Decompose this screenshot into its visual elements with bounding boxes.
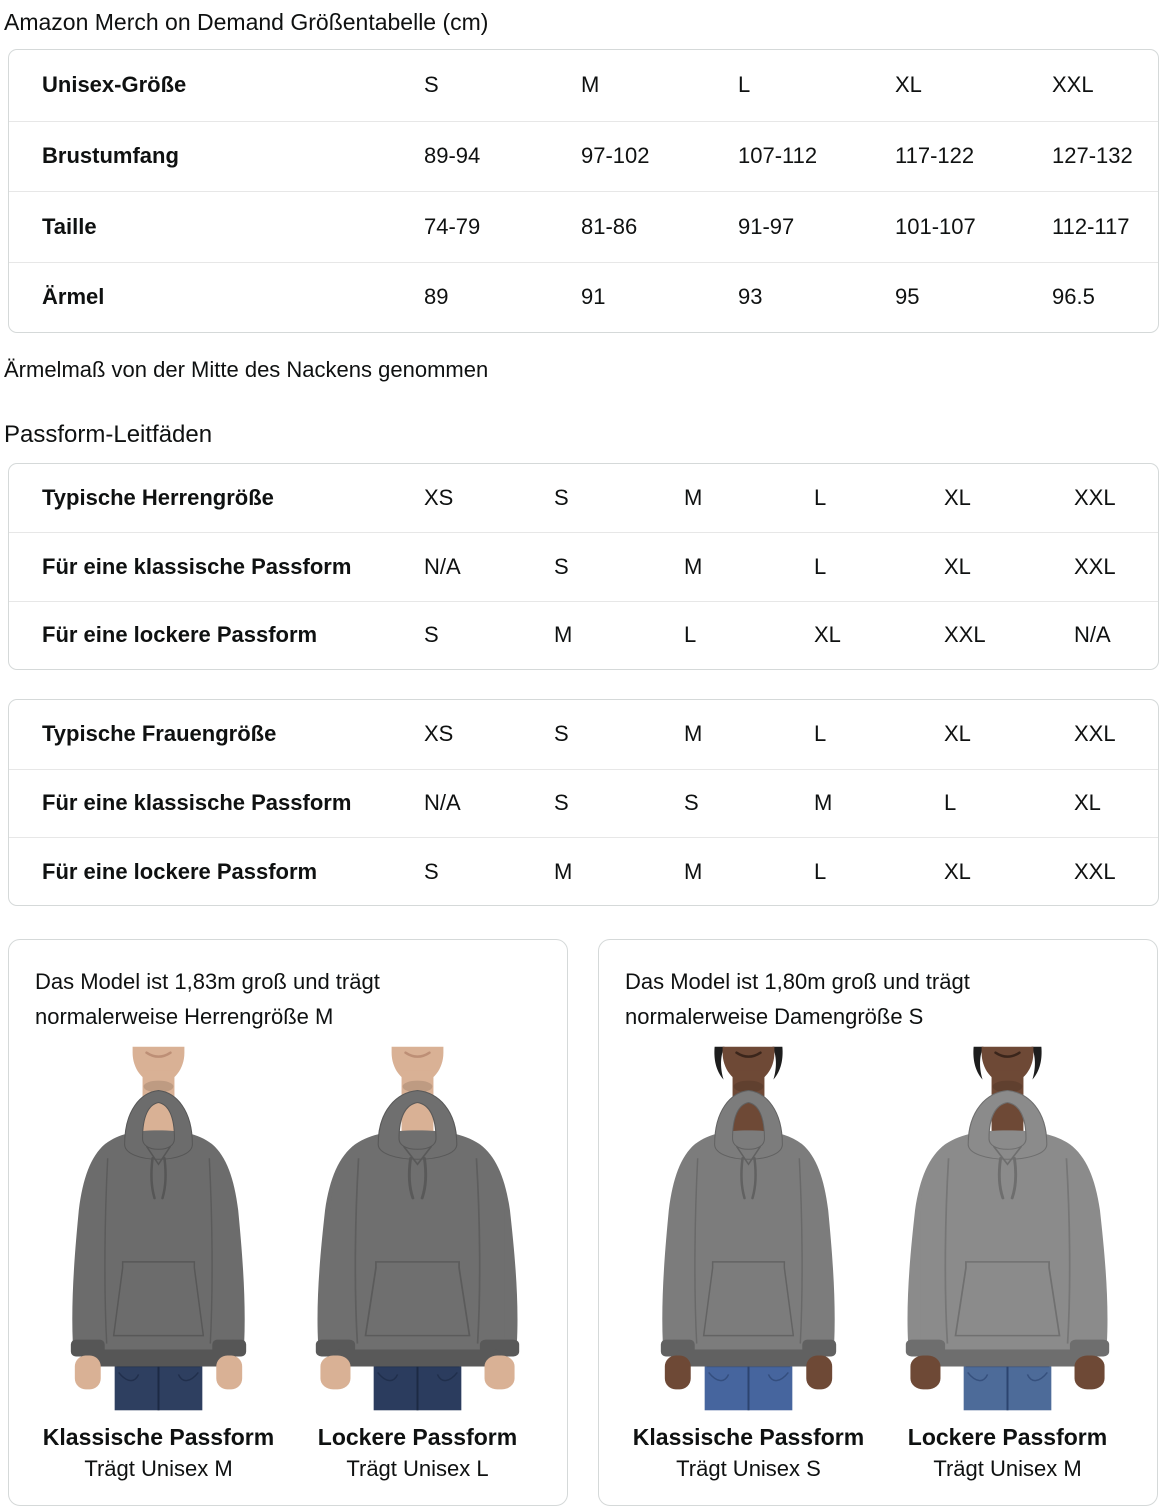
size-value: S xyxy=(424,622,439,648)
size-value: 107-112 xyxy=(738,143,818,169)
hoodie-model-illustration xyxy=(29,1046,288,1411)
size-value: N/A xyxy=(424,554,461,580)
size-value: L xyxy=(684,622,697,648)
size-value: 97-102 xyxy=(581,143,650,169)
sleeve-note: Ärmelmaß von der Mitte des Nackens genommen xyxy=(4,357,489,382)
figure-caption xyxy=(288,1421,547,1485)
page-title: Amazon Merch on Demand Größentabelle (cm) xyxy=(4,9,489,35)
model-photo-classic xyxy=(29,1046,288,1411)
size-value: L xyxy=(814,721,827,747)
size-value: 96.5 xyxy=(1052,284,1095,310)
row-label: Typische Frauengröße xyxy=(42,721,277,747)
model-description: Das Model ist 1,83m groß und trägt normalerweise Herrengröße M xyxy=(35,969,380,1030)
size-value: M xyxy=(684,858,703,884)
size-value: S xyxy=(424,72,439,98)
row-label: Für eine klassische Passform xyxy=(42,554,352,580)
size-value: XXL xyxy=(1074,554,1116,580)
size-value: 81-86 xyxy=(581,213,638,239)
size-value: XS xyxy=(424,721,454,747)
row-label: Für eine lockere Passform xyxy=(42,622,318,648)
size-value: S xyxy=(554,554,569,580)
size-value: M xyxy=(684,554,703,580)
size-value: XL xyxy=(944,858,971,884)
caption-title: Lockere Passform xyxy=(317,1424,518,1451)
size-value: S xyxy=(554,721,569,747)
model-photo-classic xyxy=(619,1046,878,1411)
size-value: M xyxy=(581,72,600,98)
hoodie-model-illustration xyxy=(878,1046,1137,1411)
row-label: Brustumfang xyxy=(42,143,179,169)
size-value: L xyxy=(944,790,957,816)
size-value: N/A xyxy=(1074,622,1111,648)
model-photo-loose xyxy=(878,1046,1137,1411)
size-value: S xyxy=(554,485,569,511)
table-row xyxy=(9,837,1158,905)
size-value: 89 xyxy=(424,284,449,310)
table-row xyxy=(9,601,1158,669)
size-value: XL xyxy=(1074,790,1101,816)
size-value: XL xyxy=(895,72,922,98)
fit-section-title: Passform-Leitfäden xyxy=(4,421,213,448)
table-row xyxy=(9,532,1158,600)
size-value: L xyxy=(814,485,827,511)
size-value: XXL xyxy=(1074,721,1116,747)
size-value: 112-117 xyxy=(1052,213,1130,239)
table-row xyxy=(9,262,1158,333)
size-value: M xyxy=(684,721,703,747)
table-row xyxy=(9,191,1158,262)
size-value: M xyxy=(684,485,703,511)
model-cards xyxy=(8,939,1159,1506)
caption-sub: Trägt Unisex M xyxy=(933,1456,1082,1482)
figure-captions xyxy=(29,1421,547,1485)
caption-title: Lockere Passform xyxy=(907,1424,1108,1451)
row-label: Unisex-Größe xyxy=(42,72,187,98)
row-label: Für eine lockere Passform xyxy=(42,858,318,884)
size-value: XL xyxy=(814,622,841,648)
size-value: 89-94 xyxy=(424,143,481,169)
caption-sub: Trägt Unisex L xyxy=(346,1456,489,1482)
caption-sub: Trägt Unisex S xyxy=(676,1456,821,1482)
size-value: XXL xyxy=(1074,858,1116,884)
size-value: L xyxy=(814,554,827,580)
figure-caption xyxy=(619,1421,878,1485)
size-value: L xyxy=(814,858,827,884)
row-label: Taille xyxy=(42,213,97,239)
size-value: 91-97 xyxy=(738,213,795,239)
size-value: XL xyxy=(944,554,971,580)
table-row xyxy=(9,700,1158,768)
hoodie-model-illustration xyxy=(288,1046,547,1411)
model-figures xyxy=(29,1046,547,1411)
size-value: S xyxy=(684,790,699,816)
size-value: 117-122 xyxy=(895,143,975,169)
caption-title: Klassische Passform xyxy=(42,1424,275,1451)
size-value: XXL xyxy=(1074,485,1116,511)
model-photo-loose xyxy=(288,1046,547,1411)
size-value: 101-107 xyxy=(895,213,976,239)
figure-captions xyxy=(619,1421,1137,1485)
row-label: Typische Herrengröße xyxy=(42,485,274,511)
size-value: XL xyxy=(944,721,971,747)
table-row xyxy=(9,769,1158,837)
model-card-women xyxy=(598,939,1158,1506)
size-value: L xyxy=(738,72,751,98)
size-value: 91 xyxy=(581,284,606,310)
model-figures xyxy=(619,1046,1137,1411)
table-row xyxy=(9,464,1158,532)
size-value: M xyxy=(554,622,573,648)
size-value: M xyxy=(814,790,833,816)
size-value: M xyxy=(554,858,573,884)
size-value: 127-132 xyxy=(1052,143,1133,169)
size-value: S xyxy=(554,790,569,816)
model-card-men xyxy=(8,939,568,1506)
model-description: Das Model ist 1,80m groß und trägt normalerweise Damengröße S xyxy=(625,969,970,1030)
size-value: XS xyxy=(424,485,454,511)
table-row xyxy=(9,50,1158,121)
size-value: 95 xyxy=(895,284,920,310)
fit-table-women xyxy=(8,699,1159,906)
size-value: N/A xyxy=(424,790,461,816)
size-value: 93 xyxy=(738,284,763,310)
size-value: XXL xyxy=(1052,72,1094,98)
size-value: XL xyxy=(944,485,971,511)
row-label: Für eine klassische Passform xyxy=(42,790,352,816)
size-value: S xyxy=(424,858,439,884)
size-value: XXL xyxy=(944,622,986,648)
row-label: Ärmel xyxy=(42,284,105,310)
fit-table-men xyxy=(8,463,1159,670)
caption-title: Klassische Passform xyxy=(632,1424,865,1451)
hoodie-model-illustration xyxy=(619,1046,878,1411)
caption-sub: Trägt Unisex M xyxy=(84,1456,233,1482)
table-row xyxy=(9,121,1158,192)
figure-caption xyxy=(878,1421,1137,1485)
figure-caption xyxy=(29,1421,288,1485)
size-value: 74-79 xyxy=(424,213,481,239)
size-table xyxy=(8,49,1159,333)
